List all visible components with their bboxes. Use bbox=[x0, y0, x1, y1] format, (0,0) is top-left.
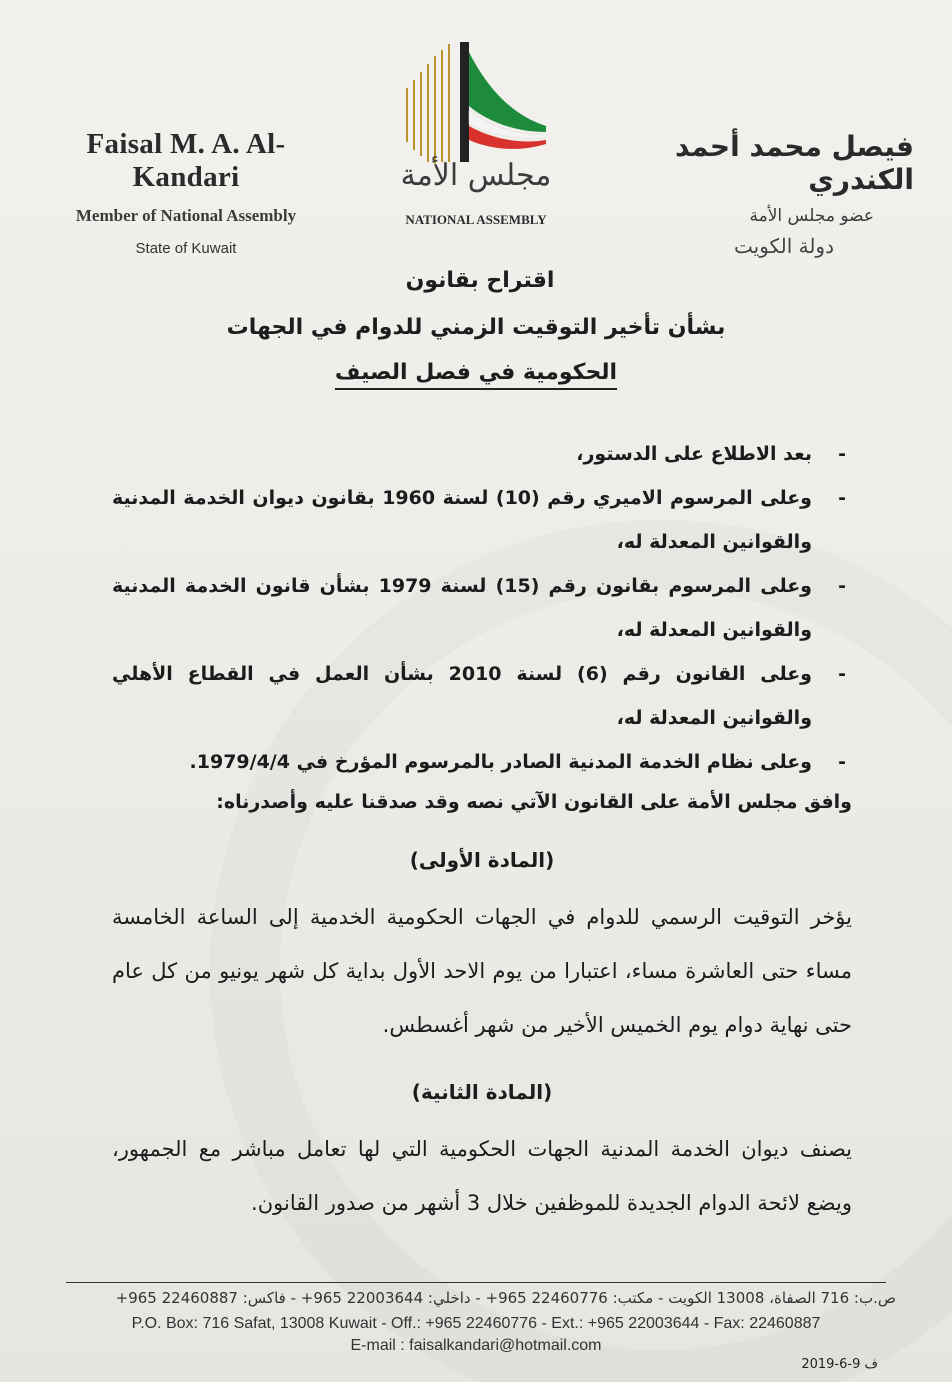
preamble-item: - وعلى المرسوم الاميري رقم (10) لسنة 1960 بقانون ديوان الخدمة المدنية والقوانين المعدلة له، bbox=[112, 476, 852, 564]
footer-english-contact: P.O. Box: 716 Safat, 13008 Kuwait - Off.: +965 22460776 - Ext.: +965 22003644 - Fax: 22460887 bbox=[131, 1315, 821, 1332]
approval-statement: وافق مجلس الأمة على القانون الآتي نصه وقد صدقنا عليه وأصدرناه: bbox=[216, 791, 852, 813]
state-en: State of Kuwait bbox=[135, 240, 237, 257]
article-1-text: يؤخر التوقيت الرسمي للدوام في الجهات الحكومية الخدمية إلى الساعة الخامسة مساء حتى العاشرة مساء، اعتبارا من يوم الاحد الأول بداية كل شهر يونيو من كل عام حتى نهاية دوام يوم الخميس الأخير من شهر أغسطس. bbox=[112, 905, 852, 1037]
document-date: ف 9-6-2019 bbox=[801, 1357, 878, 1372]
header-english bbox=[36, 128, 336, 257]
title-line-3: الحكومية في فصل الصيف bbox=[335, 360, 617, 390]
preamble-item: - وعلى المرسوم بقانون رقم (15) لسنة 1979 بشأن قانون الخدمة المدنية والقوانين المعدلة له، bbox=[112, 564, 852, 652]
title-line-1: اقتراح بقانون bbox=[405, 268, 555, 293]
title-line-2: بشأن تأخير التوقيت الزمني للدوام في الجهات bbox=[226, 315, 726, 340]
preamble-item: - وعلى نظام الخدمة المدنية الصادر بالمرسوم المؤرخ في 1979/4/4. bbox=[112, 740, 852, 784]
state-ar: دولة الكويت bbox=[734, 234, 834, 258]
footer-arabic-contact: ص.ب: 716 الصفاة، 13008 الكويت - مكتب: 22460776 965+ - داخلي: 22003644 965+ - فاكس: 22460887 965+ bbox=[115, 1289, 896, 1307]
article-2-text: يصنف ديوان الخدمة المدنية الجهات الحكومية التي لها تعامل مباشر مع الجمهور، ويضع لائحة الدوام الجديدة للموظفين خلال 3 أشهر من صدور القانون. bbox=[112, 1137, 852, 1215]
letterhead-footer bbox=[66, 1282, 896, 1372]
footer-email: E-mail : faisalkandari@hotmail.com bbox=[350, 1337, 602, 1354]
article-1-title: (المادة الأولى) bbox=[409, 848, 555, 872]
document-titles bbox=[0, 268, 952, 390]
preamble-item: - وعلى القانون رقم (6) لسنة 2010 بشأن العمل في القطاع الأهلي والقوانين المعدلة له، bbox=[112, 652, 852, 740]
header-arabic bbox=[614, 130, 914, 258]
article-2-title: (المادة الثانية) bbox=[411, 1080, 553, 1104]
logo-arabic-text: مجلس الأمة bbox=[400, 158, 552, 193]
member-role-en: Member of National Assembly bbox=[75, 206, 297, 225]
member-role-ar: عضو مجلس الأمة bbox=[749, 206, 874, 226]
member-name-en: Faisal M. A. Al-Kandari bbox=[86, 128, 286, 193]
member-name-ar: فيصل محمد أحمد الكندري bbox=[674, 130, 914, 196]
document-body bbox=[112, 432, 852, 1230]
logo-english-text: NATIONAL ASSEMBLY bbox=[405, 212, 547, 227]
national-assembly-logo bbox=[396, 40, 556, 230]
preamble-item: - بعد الاطلاع على الدستور، bbox=[112, 432, 852, 476]
